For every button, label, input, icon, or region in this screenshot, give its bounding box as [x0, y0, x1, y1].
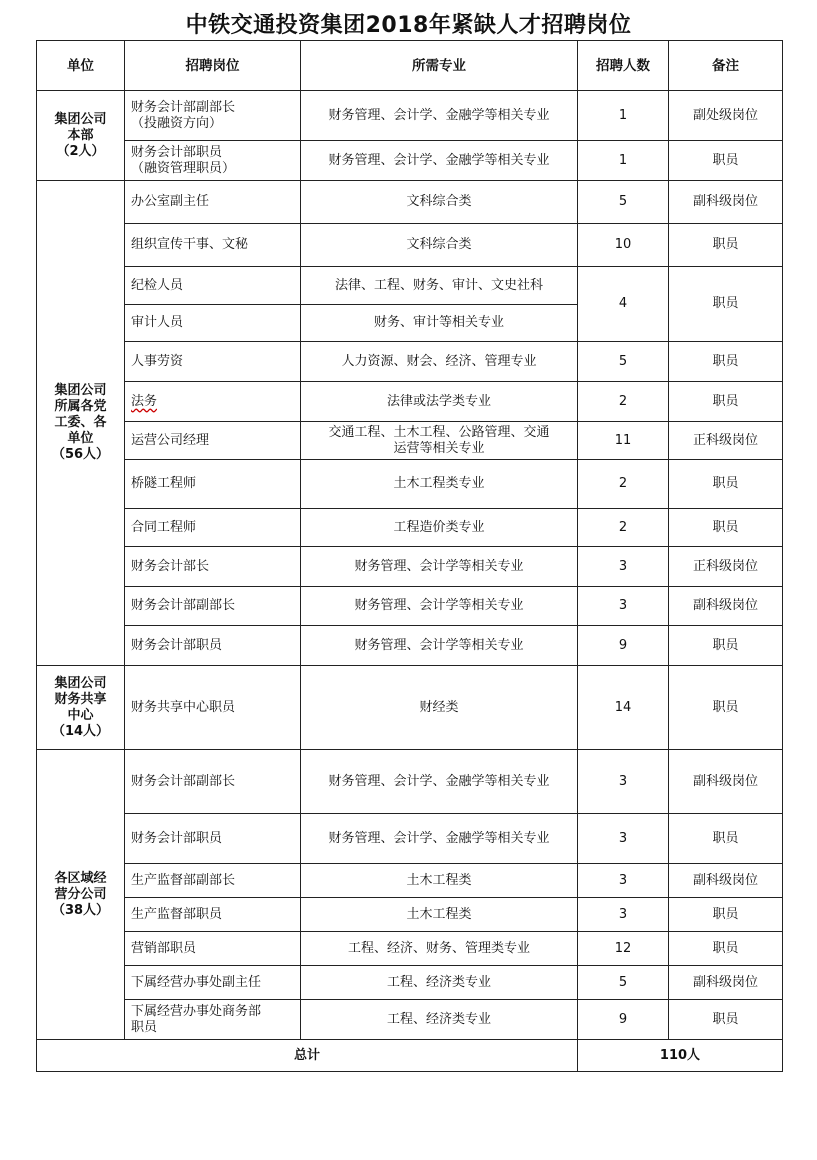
unit-line: （14人）: [51, 723, 110, 739]
major-cell: 财务管理、会计学等相关专业: [301, 547, 578, 587]
remark-cell: 副科级岗位: [669, 864, 783, 898]
count-cell: 10: [578, 224, 669, 267]
table-row: [37, 342, 783, 382]
major-cell: 工程、经济类专业: [301, 1000, 578, 1040]
major-cell: 土木工程类: [301, 864, 578, 898]
table-row: [37, 224, 783, 267]
total-label: 总计: [37, 1040, 578, 1072]
recruitment-table: [36, 40, 783, 1072]
position-cell: 财务会计部职员 （融资管理职员）: [125, 141, 301, 181]
table-row: [37, 509, 783, 547]
major-cell: 财务管理、会计学等相关专业: [301, 587, 578, 626]
remark-cell: 职员: [669, 626, 783, 666]
unit-line: 财务共享: [54, 691, 107, 707]
table-row: [37, 91, 783, 141]
major-cell: 人力资源、财会、经济、管理专业: [301, 342, 578, 382]
major-cell: 法律、工程、财务、审计、文史社科: [301, 267, 578, 305]
major-cell: 财务管理、会计学、金融学等相关专业: [301, 91, 578, 141]
table-row: [37, 666, 783, 750]
unit-line: （56人）: [51, 447, 110, 462]
count-cell: 3: [578, 814, 669, 864]
remark-cell: 职员: [669, 382, 783, 422]
major-cell: 土木工程类: [301, 898, 578, 932]
header-remark: 备注: [669, 41, 783, 91]
position-cell: 合同工程师: [125, 509, 301, 547]
count-cell: 12: [578, 932, 669, 966]
total-row: [37, 1040, 783, 1072]
remark-cell: 职员: [669, 932, 783, 966]
position-cell: 财务会计部职员: [125, 626, 301, 666]
major-cell: 财务管理、会计学、金融学等相关专业: [301, 814, 578, 864]
position-cell: 下属经营办事处副主任: [125, 966, 301, 1000]
major-cell: 土木工程类专业: [301, 460, 578, 509]
position-cell: 组织宣传干事、文秘: [125, 224, 301, 267]
position-cell: 人事劳资: [125, 342, 301, 382]
unit-line: 集团公司: [54, 111, 107, 127]
remark-cell: 职员: [669, 224, 783, 267]
position-cell: 法务: [125, 382, 301, 422]
major-cell: 工程、经济类专业: [301, 966, 578, 1000]
position-cell: 财务共享中心职员: [125, 666, 301, 750]
count-cell: 1: [578, 91, 669, 141]
unit-cell: [37, 750, 125, 1040]
count-cell: 5: [578, 342, 669, 382]
table-row: [37, 1000, 783, 1040]
remark-cell: 职员: [669, 814, 783, 864]
position-cell: 财务会计部长: [125, 547, 301, 587]
major-cell: 工程造价类专业: [301, 509, 578, 547]
count-cell: 4: [578, 267, 669, 342]
page-title: 中铁交通投资集团2018年紧缺人才招聘岗位: [185, 13, 632, 38]
position-cell: 营销部职员: [125, 932, 301, 966]
remark-cell: 副科级岗位: [669, 750, 783, 814]
position-cell: 财务会计部职员: [125, 814, 301, 864]
position-cell: 财务会计部副部长: [125, 750, 301, 814]
total-value: 110人: [578, 1040, 783, 1072]
unit-cell: [37, 666, 125, 750]
count-cell: 5: [578, 181, 669, 224]
position-cell: 审计人员: [125, 305, 301, 342]
major-cell: 财务管理、会计学等相关专业: [301, 626, 578, 666]
remark-cell: 正科级岗位: [669, 547, 783, 587]
major-cell: 文科综合类: [301, 224, 578, 267]
table-row: [37, 966, 783, 1000]
header-major: 所需专业: [301, 41, 578, 91]
table-row: [37, 750, 783, 814]
major-cell: 文科综合类: [301, 181, 578, 224]
major-cell: 法律或法学类专业: [301, 382, 578, 422]
count-cell: 9: [578, 1000, 669, 1040]
header-unit: 单位: [37, 41, 125, 91]
table-row: [37, 547, 783, 587]
count-cell: 2: [578, 382, 669, 422]
table-row: [37, 422, 783, 460]
header-position: 招聘岗位: [125, 41, 301, 91]
table-row: [37, 898, 783, 932]
remark-cell: 职员: [669, 1000, 783, 1040]
header-row: [37, 41, 783, 91]
remark-cell: 副科级岗位: [669, 587, 783, 626]
unit-line: （38人）: [51, 902, 110, 918]
major-cell: 工程、经济、财务、管理类专业: [301, 932, 578, 966]
table-row: [37, 587, 783, 626]
remark-cell: 职员: [669, 898, 783, 932]
table-row: [37, 382, 783, 422]
table-row: [37, 626, 783, 666]
remark-cell: 职员: [669, 509, 783, 547]
table-row: [37, 814, 783, 864]
remark-cell: 职员: [669, 666, 783, 750]
major-cell: 财务、审计等相关专业: [301, 305, 578, 342]
remark-cell: 职员: [669, 342, 783, 382]
unit-line: 集团公司: [54, 675, 107, 691]
position-cell: 纪检人员: [125, 267, 301, 305]
count-cell: 3: [578, 587, 669, 626]
remark-cell: 副科级岗位: [669, 966, 783, 1000]
count-cell: 3: [578, 864, 669, 898]
remark-cell: 职员: [669, 141, 783, 181]
unit-line: 各区域经: [54, 870, 107, 886]
unit-line: （2人）: [56, 143, 105, 159]
unit-cell: [37, 181, 125, 666]
position-cell: 财务会计部副部长: [125, 587, 301, 626]
position-cell: 财务会计部副部长 （投融资方向）: [125, 91, 301, 141]
position-cell: 办公室副主任: [125, 181, 301, 224]
position-cell: 下属经营办事处商务部 职员: [125, 1000, 301, 1040]
table-row: [37, 141, 783, 181]
table-row: [37, 864, 783, 898]
header-count: 招聘人数: [578, 41, 669, 91]
major-cell: 财务管理、会计学、金融学等相关专业: [301, 750, 578, 814]
remark-cell: 职员: [669, 267, 783, 342]
unit-line: 营分公司: [54, 886, 107, 902]
count-cell: 2: [578, 460, 669, 509]
remark-cell: 正科级岗位: [669, 422, 783, 460]
count-cell: 3: [578, 750, 669, 814]
count-cell: 9: [578, 626, 669, 666]
position-cell: 生产监督部副部长: [125, 864, 301, 898]
table-row: [37, 460, 783, 509]
position-cell: 生产监督部职员: [125, 898, 301, 932]
table-row: [37, 181, 783, 224]
unit-line: 工委、各: [54, 415, 107, 430]
position-cell: 桥隧工程师: [125, 460, 301, 509]
major-cell: 财务管理、会计学、金融学等相关专业: [301, 141, 578, 181]
remark-cell: 职员: [669, 460, 783, 509]
position-cell: 运营公司经理: [125, 422, 301, 460]
unit-line: 本部: [67, 127, 94, 143]
unit-line: 中心: [67, 707, 94, 723]
major-cell: 财经类: [301, 666, 578, 750]
count-cell: 3: [578, 898, 669, 932]
remark-cell: 副处级岗位: [669, 91, 783, 141]
unit-cell: [37, 91, 125, 181]
count-cell: 3: [578, 547, 669, 587]
table-row: [37, 932, 783, 966]
unit-line: 集团公司: [54, 383, 107, 398]
table-row: [37, 267, 783, 305]
count-cell: 5: [578, 966, 669, 1000]
unit-line: 单位: [67, 431, 94, 446]
count-cell: 14: [578, 666, 669, 750]
remark-cell: 副科级岗位: [669, 181, 783, 224]
count-cell: 11: [578, 422, 669, 460]
major-cell: 交通工程、土木工程、公路管理、交通 运营等相关专业: [301, 422, 578, 460]
unit-line: 所属各党: [54, 399, 107, 414]
count-cell: 2: [578, 509, 669, 547]
count-cell: 1: [578, 141, 669, 181]
